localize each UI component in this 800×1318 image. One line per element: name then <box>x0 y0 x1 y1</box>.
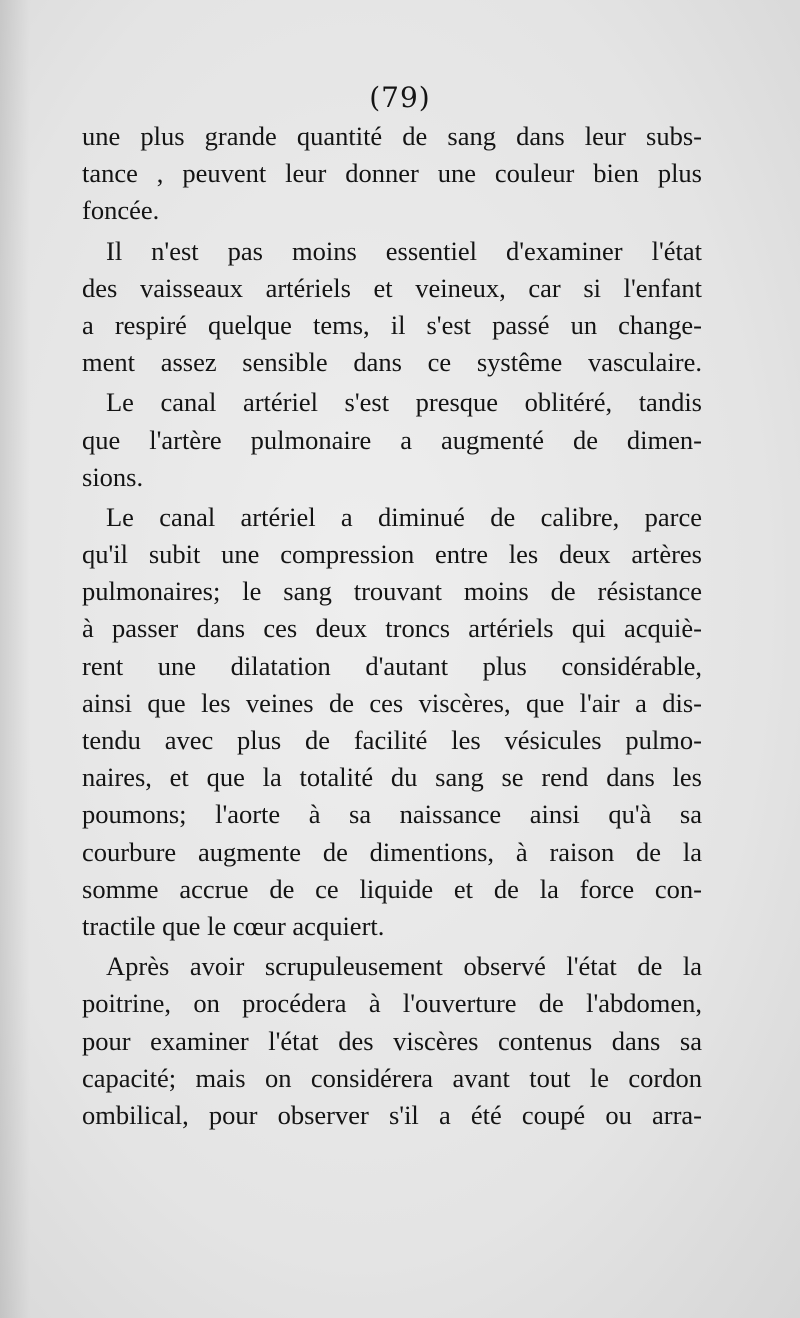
text-line: Il n'est pas moins essentiel d'examiner l'état <box>106 235 702 266</box>
page-number: (79) <box>369 81 431 114</box>
paragraph <box>82 233 702 382</box>
text-line: pour examiner l'état des viscères contenus dans sa <box>82 1025 702 1056</box>
text-line: sions. <box>82 461 144 492</box>
text-line: tance , peuvent leur donner une couleur bien plus <box>82 158 702 189</box>
text-line: tractile que le cœur acquiert. <box>82 910 385 941</box>
paragraph <box>82 499 702 945</box>
text-line: tendu avec plus de facilité les vésicules pulmo- <box>82 725 702 755</box>
text-line: rent une dilatation d'autant plus considérable, <box>82 650 702 681</box>
binding-shadow <box>0 0 30 1318</box>
text-line: qu'il subit une compression entre les deux artères <box>82 539 702 570</box>
text-line: ment assez sensible dans ce systême vasculaire. <box>82 347 702 378</box>
text-line: pulmonaires; le sang trouvant moins de résistance <box>82 576 702 607</box>
text-line: à passer dans ces deux troncs artériels qui acquiè- <box>82 613 702 644</box>
text-line: foncée. <box>82 195 160 226</box>
text-line: Le canal artériel s'est presque oblitéré, tandis <box>106 387 702 418</box>
text-line: courbure augmente de dimentions, à raison de la <box>82 836 702 867</box>
text-line: Après avoir scrupuleusement observé l'état de la <box>106 951 702 982</box>
text-line: ombilical, pour observer s'il a été coupé ou arra- <box>82 1099 702 1130</box>
paragraph <box>82 384 702 496</box>
text-line: des vaisseaux artériels et veineux, car si l'enfant <box>82 272 702 303</box>
text-line: Le canal artériel a diminué de calibre, parce <box>106 501 702 532</box>
paragraph <box>82 948 702 1134</box>
text-line: poitrine, on procédera à l'ouverture de l'abdomen, <box>82 988 702 1019</box>
text-line: poumons; l'aorte à sa naissance ainsi qu'à sa <box>82 799 702 830</box>
text-line: somme accrue de ce liquide et de la force con- <box>82 873 702 904</box>
text-line: ainsi que les veines de ces viscères, que l'air a dis- <box>82 687 702 718</box>
body-text <box>82 118 702 1134</box>
paragraph <box>82 118 702 230</box>
text-line: capacité; mais on considérera avant tout le cordon <box>82 1062 702 1093</box>
text-line: que l'artère pulmonaire a augmenté de dimen- <box>82 424 702 455</box>
text-line: naires, et que la totalité du sang se rend dans les <box>82 762 702 793</box>
text-line: a respiré quelque tems, il s'est passé un change- <box>82 309 702 340</box>
text-line: une plus grande quantité de sang dans leur subs- <box>82 121 702 151</box>
